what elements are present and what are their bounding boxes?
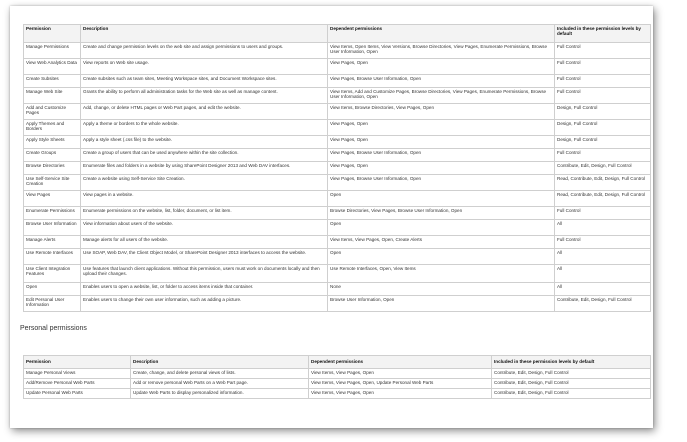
table-cell: Design, Full Control bbox=[555, 104, 651, 120]
table-cell: Update Web Parts to display personalized information. bbox=[131, 389, 309, 399]
table-cell: Browse Directories, View Pages, Browse User Information, Open bbox=[328, 207, 555, 220]
table-cell: Use Client Integration Features bbox=[24, 265, 81, 283]
table-cell: Create subsites such as team sites, Meeting Workspace sites, and Document Workspace sites. bbox=[81, 75, 328, 88]
table-cell: Grants the ability to perform all administration tasks for the Web site as well as manage content. bbox=[81, 88, 328, 104]
table-cell: Add, change, or delete HTML pages or Web Part pages, and edit the website. bbox=[81, 104, 328, 120]
table-cell: Manage Personal Views bbox=[24, 369, 131, 379]
table-row bbox=[24, 296, 651, 312]
table-cell: View Pages, Browse User Information, Open bbox=[328, 175, 555, 191]
table-cell: All bbox=[555, 283, 651, 296]
table-row bbox=[24, 389, 651, 399]
column-header: Permission bbox=[24, 356, 131, 369]
table-cell: Manage alerts for all users of the website. bbox=[81, 236, 328, 249]
table-cell: View Items, View Pages, Open, Create Alerts bbox=[328, 236, 555, 249]
table-body bbox=[24, 43, 651, 312]
table-row bbox=[24, 249, 651, 265]
table-row bbox=[24, 220, 651, 236]
table-cell: Apply Themes and Borders bbox=[24, 120, 81, 136]
table-cell: View Pages, Browse User Information, Open bbox=[328, 75, 555, 88]
table-cell: Contribute, Edit, Design, Full Control bbox=[555, 162, 651, 175]
table-cell: Open bbox=[328, 191, 555, 207]
table-row bbox=[24, 265, 651, 283]
table-cell: Enumerate permissions on the website, list, folder, document, or list item. bbox=[81, 207, 328, 220]
table-cell: Contribute, Edit, Design, Full Control bbox=[492, 369, 651, 379]
column-header: Dependent permissions bbox=[309, 356, 492, 369]
table-row bbox=[24, 191, 651, 207]
column-header: Description bbox=[131, 356, 309, 369]
table-cell: Update Personal Web Parts bbox=[24, 389, 131, 399]
table-row bbox=[24, 207, 651, 220]
table-cell: Apply a style sheet (.css file) to the website. bbox=[81, 136, 328, 149]
table-cell: Use Self-Service Site Creation bbox=[24, 175, 81, 191]
table-cell: Open bbox=[24, 283, 81, 296]
table-cell: Enables users to open a website, list, or folder to access items inside that container. bbox=[81, 283, 328, 296]
table-row bbox=[24, 149, 651, 162]
table-cell: View Web Analytics Data bbox=[24, 59, 81, 75]
table-cell: Manage Alerts bbox=[24, 236, 81, 249]
table-cell: Open bbox=[328, 249, 555, 265]
table-cell: View pages in a website. bbox=[81, 191, 328, 207]
table-cell: Create and change permission levels on the web site and assign permissions to users and groups. bbox=[81, 43, 328, 59]
table-cell: Enables users to change their own user information, such as adding a picture. bbox=[81, 296, 328, 312]
table-cell: Add and Customize Pages bbox=[24, 104, 81, 120]
table-cell: Apply a theme or borders to the whole website. bbox=[81, 120, 328, 136]
table-cell: View Pages, Open bbox=[328, 59, 555, 75]
table-cell: Browse User Information bbox=[24, 220, 81, 236]
table-row bbox=[24, 175, 651, 191]
table-cell: Use features that launch client applications. Without this permission, users must work on documents locally and then upload their changes. bbox=[81, 265, 328, 283]
table-cell: View Items, View Pages, Open bbox=[309, 369, 492, 379]
table-cell: Browse Directories bbox=[24, 162, 81, 175]
table-cell: Create a group of users that can be used anywhere within the site collection. bbox=[81, 149, 328, 162]
column-header: Included in these permission levels by default bbox=[492, 356, 651, 369]
table-cell: Add/Remove Personal Web Parts bbox=[24, 379, 131, 389]
table-cell: View Items, View Pages, Open, Update Personal Web Parts bbox=[309, 379, 492, 389]
table-cell: All bbox=[555, 265, 651, 283]
table-cell: Create, change, and delete personal views of lists. bbox=[131, 369, 309, 379]
table-cell: Create Subsites bbox=[24, 75, 81, 88]
table-cell: Browse User Information, Open bbox=[328, 296, 555, 312]
table-row bbox=[24, 283, 651, 296]
table-row bbox=[24, 120, 651, 136]
table-cell: Enumerate Permissions bbox=[24, 207, 81, 220]
column-header: Permission bbox=[24, 25, 81, 43]
table-cell: Read, Contribute, Edit, Design, Full Control bbox=[555, 191, 651, 207]
table-row bbox=[24, 43, 651, 59]
table-cell: Read, Contribute, Edit, Design, Full Control bbox=[555, 175, 651, 191]
table-cell: Full Control bbox=[555, 43, 651, 59]
table-cell: Contribute, Edit, Design, Full Control bbox=[492, 389, 651, 399]
table-cell: Use SOAP, Web DAV, the Client Object Model, or SharePoint Designer 2013 interfaces to access the website. bbox=[81, 249, 328, 265]
table-cell: Use Remote Interfaces bbox=[24, 249, 81, 265]
table-cell: Full Control bbox=[555, 59, 651, 75]
table-cell: Add or remove personal Web Parts on a Web Part page. bbox=[131, 379, 309, 389]
table-cell: View Items, Browse Directories, View Pages, Open bbox=[328, 104, 555, 120]
table-cell: All bbox=[555, 249, 651, 265]
table-cell: Contribute, Edit, Design, Full Control bbox=[555, 296, 651, 312]
section-title: Personal permissions bbox=[20, 325, 87, 332]
table-cell: Full Control bbox=[555, 207, 651, 220]
table-row bbox=[24, 88, 651, 104]
table-cell: View Pages, Open bbox=[328, 136, 555, 149]
table-cell: Enumerate files and folders in a website by using SharePoint Designer 2013 and Web DAV interfaces. bbox=[81, 162, 328, 175]
table-cell: View Pages, Browse User Information, Open bbox=[328, 149, 555, 162]
table-cell: View Items, View Pages, Open bbox=[309, 389, 492, 399]
personal-permissions-table bbox=[23, 355, 651, 399]
table-header-row bbox=[24, 25, 651, 43]
column-header: Dependent permissions bbox=[328, 25, 555, 43]
table-cell: Full Control bbox=[555, 149, 651, 162]
table-cell: View reports on Web site usage. bbox=[81, 59, 328, 75]
table-header-row bbox=[24, 356, 651, 369]
table-cell: View Items, Open Items, View Versions, Browse Directories, View Pages, Enumerate Permissions, Browse User Information, Open bbox=[328, 43, 555, 59]
table-row bbox=[24, 59, 651, 75]
column-header: Included in these permission levels by default bbox=[555, 25, 651, 43]
column-header: Description bbox=[81, 25, 328, 43]
table-row bbox=[24, 104, 651, 120]
table-cell: Use Remote Interfaces, Open, View Items bbox=[328, 265, 555, 283]
table-cell: Full Control bbox=[555, 75, 651, 88]
table-cell: View Pages, Open bbox=[328, 120, 555, 136]
table-cell: All bbox=[555, 220, 651, 236]
table-cell: Design, Full Control bbox=[555, 120, 651, 136]
table-cell: Full Control bbox=[555, 236, 651, 249]
document-frame bbox=[10, 6, 653, 428]
table-cell: View Pages, Open bbox=[328, 162, 555, 175]
table-cell: View information about users of the website. bbox=[81, 220, 328, 236]
table-cell: Edit Personal User Information bbox=[24, 296, 81, 312]
table-cell: Manage Permissions bbox=[24, 43, 81, 59]
table-row bbox=[24, 136, 651, 149]
table-cell: Open bbox=[328, 220, 555, 236]
table-cell: Contribute, Edit, Design, Full Control bbox=[492, 379, 651, 389]
table-cell: Design, Full Control bbox=[555, 136, 651, 149]
table-row bbox=[24, 379, 651, 389]
table-row bbox=[24, 75, 651, 88]
table-row bbox=[24, 236, 651, 249]
table-row bbox=[24, 162, 651, 175]
table-cell: None bbox=[328, 283, 555, 296]
table-cell: Manage Web Site bbox=[24, 88, 81, 104]
table-row bbox=[24, 369, 651, 379]
table-cell: Apply Style Sheets bbox=[24, 136, 81, 149]
table-cell: Create Groups bbox=[24, 149, 81, 162]
table-cell: View Items, Add and Customize Pages, Browse Directories, View Pages, Enumerate Permissions, Browse User Information, Open bbox=[328, 88, 555, 104]
site-permissions-table bbox=[23, 24, 651, 312]
table-cell: Full Control bbox=[555, 88, 651, 104]
table-body bbox=[24, 369, 651, 399]
table-cell: Create a website using Self-Service Site Creation. bbox=[81, 175, 328, 191]
table-cell: View Pages bbox=[24, 191, 81, 207]
